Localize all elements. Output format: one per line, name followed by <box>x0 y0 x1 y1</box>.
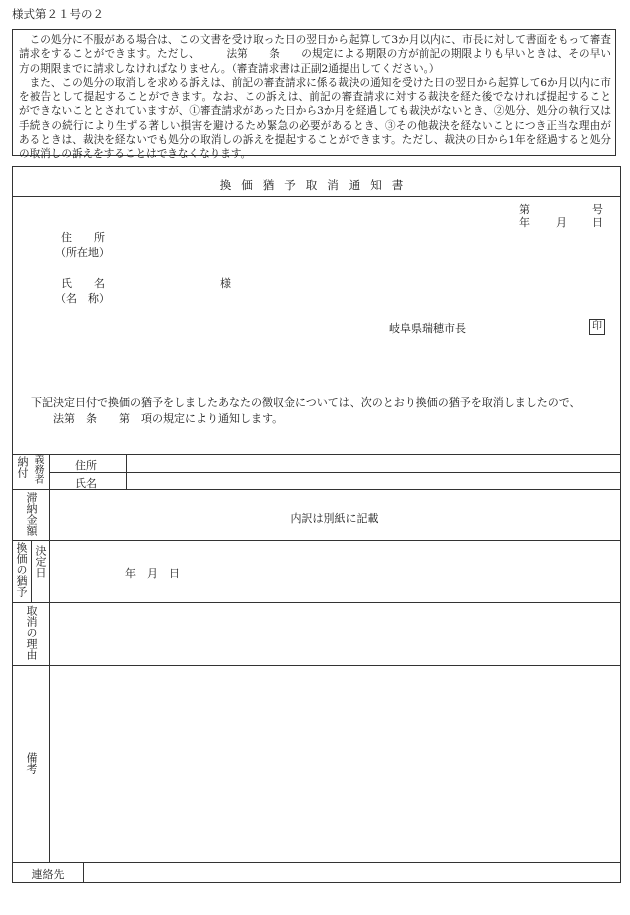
honorific: 様 <box>220 277 231 290</box>
name-sub-label: （名 称） <box>55 292 110 305</box>
cancellation-reason-label: 取消の理由 <box>25 605 38 660</box>
taxpayer-label-a: 納付 <box>16 456 29 478</box>
document-number-suffix: 号 <box>592 203 603 216</box>
taxpayer-address-label: 住所 <box>75 459 97 472</box>
taxpayer-name-label: 氏名 <box>75 477 97 490</box>
grace-decision-date: 年 月 日 <box>125 567 180 580</box>
appeal-notice-paragraph-1: この処分に不服がある場合は、この文書を受け取った日の翌日から起算して3か月以内に、市長に対して書面をもって審査請求をすることができます。ただし、 法第 条 の規定による期限の方が前記の期限よりも早いときは、その早い方の期限までに請求しなければなりません。（審査請求書は正副2通提出してください。） <box>19 34 611 75</box>
contact-label: 連絡先 <box>31 868 65 881</box>
appeal-notice-box <box>12 29 616 161</box>
date-day-label: 日 <box>592 216 603 229</box>
notification-body-line-1: 下記決定日付で換価の猶予をしましたあなたの徴収金については、次のとおり換価の猶予を取消しましたので、 <box>31 396 581 409</box>
official-seal-mark: 印 <box>589 319 605 335</box>
delinquent-amount-label: 滞納金額 <box>25 492 38 536</box>
grace-label-a: 換価の猶予 <box>15 542 28 597</box>
title-divider <box>13 196 620 197</box>
address-label: 住 所 <box>61 231 105 244</box>
date-year-label: 年 <box>519 216 530 229</box>
remarks-label: 備考 <box>25 752 38 774</box>
date-month-label: 月 <box>556 216 567 229</box>
notice-form <box>12 166 621 883</box>
document-title: 換価猶予取消通知書 <box>219 178 414 192</box>
delinquent-amount-value: 内訳は別紙に記載 <box>290 512 379 525</box>
grace-label-b: 決定日 <box>34 545 47 578</box>
issuer-name: 岐阜県瑞穂市長 <box>389 322 466 335</box>
notification-body-line-2: 法第 条 第 項の規定により通知します。 <box>53 412 284 425</box>
appeal-notice-paragraph-2: また、この処分の取消しを求める訴えは、前記の審査請求に係る裁決の通知を受けた日の翌日から起算して6か月以内に市を被告として提起することができます。なお、この訴えは、前記の審査請求に対する裁決を経た後でなければ提起することができないこととされていますが、①審査請求があった日から3か月を経過しても裁決がないとき、②処分、処分の執行又は手続きの続行により生ずる著しい損害を避けるため緊急の必要があるとき、③その他裁決を経ないことにつき正当な理由があるときは、裁決を経ないでも処分の取消しの訴えを提起することができます。ただし、裁決の日から1年を経過すると処分の取消しの訴えをすることはできなくなります。 <box>19 76 611 161</box>
form-number: 様式第２１号の２ <box>12 7 104 21</box>
document-number-prefix: 第 <box>519 203 530 216</box>
taxpayer-label-b: 義務者 <box>32 454 43 484</box>
address-sub-label: （所在地） <box>55 246 110 259</box>
name-label: 氏 名 <box>61 277 105 290</box>
